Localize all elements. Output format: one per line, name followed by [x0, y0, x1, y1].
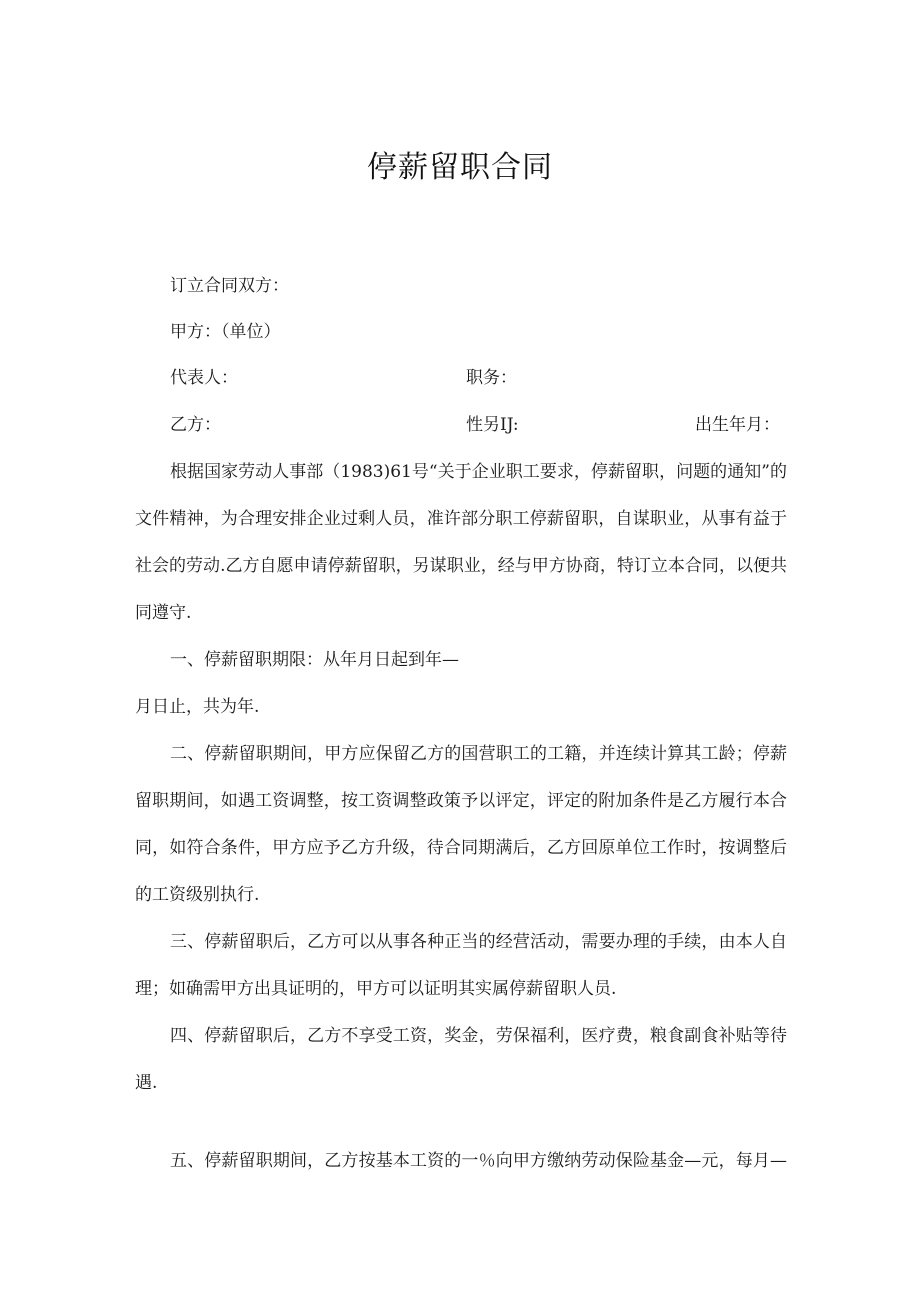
clause-1-line: 月日止，共为年. — [135, 697, 260, 717]
intro-line: 社会的劳动.乙方自愿申请停薪留职，另谋职业，经与甲方协商，特订立本合同，以便共 — [135, 556, 787, 576]
clause-2-line: 的工资级别执行. — [135, 885, 260, 905]
gender-label: 性另IJ: — [466, 415, 519, 435]
intro-line: 文件精神，为合理安排企业过剩人员，准许部分职工停薪留职，自谋职业，从事有益于 — [135, 509, 787, 529]
birth-label: 出生年月： — [695, 415, 780, 435]
clause-2-line: 同，如符合条件，甲方应予乙方升级，待合同期满后，乙方回原单位工作时，按调整后 — [135, 838, 787, 858]
party-a-label: 甲方：（单位） — [170, 322, 281, 342]
clause-3-line: 三、停薪留职后，乙方可以从事各种正当的经营活动，需要办理的手续，由本人自 — [170, 932, 787, 952]
clause-2-line: 留职期间，如遇工资调整，按工资调整政策予以评定，评定的附加条件是乙方履行本合 — [135, 791, 787, 811]
clause-4-line: 遇. — [135, 1073, 158, 1093]
intro-line: 根据国家劳动人事部（1983)61号“关于企业职工要求，停薪留职，问题的通知”的 — [170, 462, 787, 482]
clause-3-line: 理；如确需甲方出具证明的，甲方可以证明其实属停薪留职人员. — [135, 979, 617, 999]
page-title: 停薪留职合同 — [367, 150, 553, 185]
position-label: 职务： — [466, 368, 517, 388]
clause-1-line: 一、停薪留职期限：从年月日起到年— — [170, 650, 459, 670]
intro-line: 同遵守. — [135, 603, 192, 623]
clause-5-line: 五、停薪留职期间，乙方按基本工资的一％向甲方缴纳劳动保险基金—元，每月— — [170, 1151, 787, 1171]
party-b-label: 乙方： — [170, 415, 221, 435]
representative-label: 代表人： — [170, 368, 238, 388]
clause-2-line: 二、停薪留职期间，甲方应保留乙方的国营职工的工籍，并连续计算其工龄；停薪 — [170, 744, 787, 764]
clause-4-line: 四、停薪留职后，乙方不享受工资，奖金，劳保福利，医疗费，粮食副食补贴等待 — [170, 1026, 787, 1046]
parties-heading: 订立合同双方： — [170, 276, 289, 296]
